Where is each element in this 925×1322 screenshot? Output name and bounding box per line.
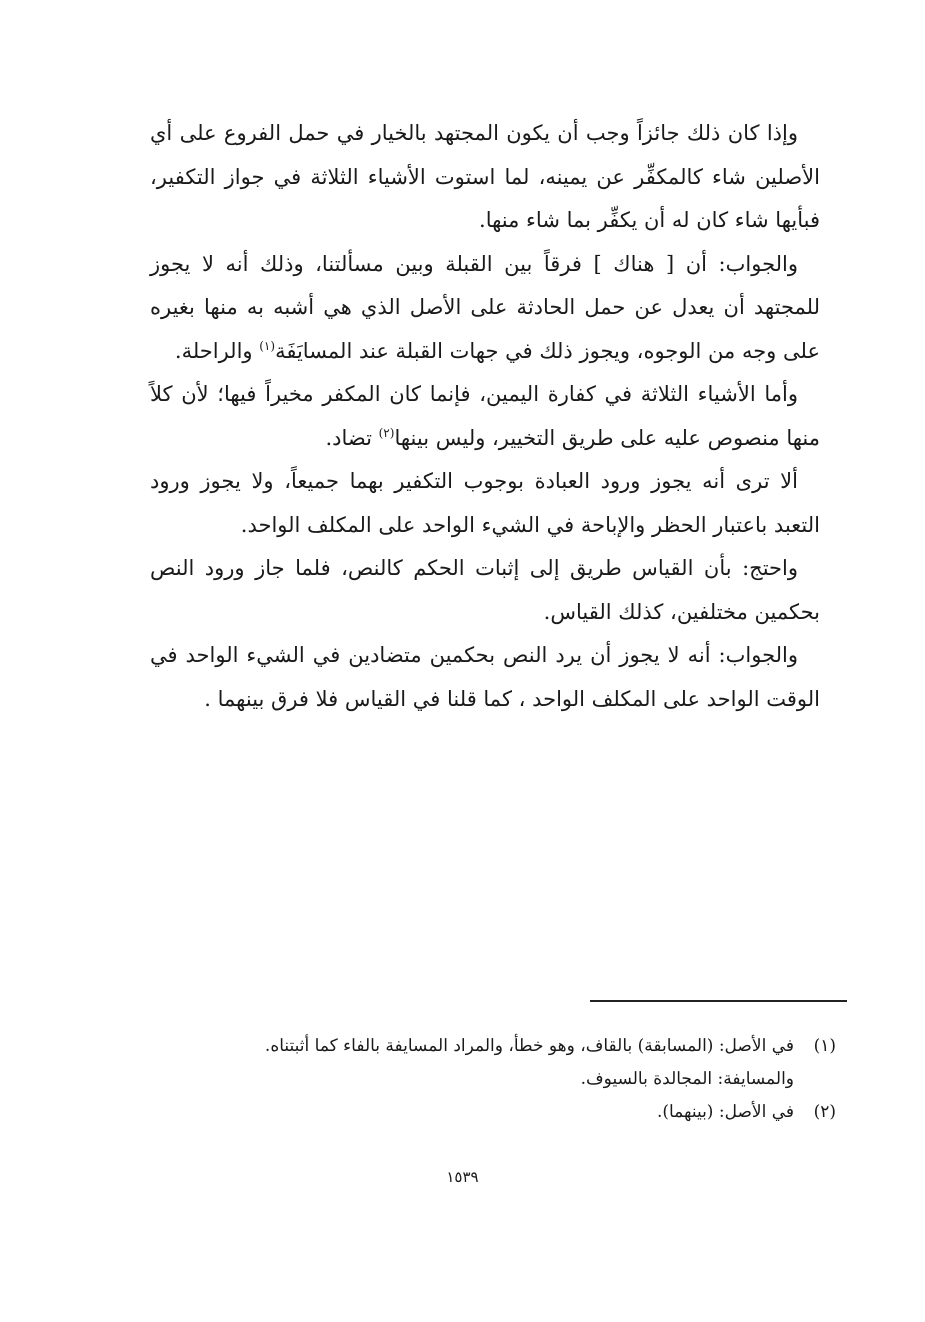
main-text-body <box>150 112 820 721</box>
paragraph-1-text: وإذا كان ذلك جائزاً وجب أن يكون المجتهد بالخيار في حمل الفروع على أي الأصلين شاء كالمكفِّر عن يمينه، لما استوت الأشياء الثلاثة في جواز التكفير، فبأيها شاء كان له أن يكفِّر بما شاء منها. <box>150 121 820 232</box>
paragraph-3-text-before: وأما الأشياء الثلاثة في كفارة اليمين، فإنما كان المكفر مخيراً فيها؛ لأن كلاً منها منصوص عليه على طريق التخيير، وليس بينها <box>150 382 820 450</box>
footnote-1-body <box>150 1030 794 1096</box>
paragraph-4 <box>150 460 820 547</box>
paragraph-6-text: والجواب: أنه لا يجوز أن يرد النص بحكمين متضادين في الشيء الواحد في الوقت الواحد على المكلف الواحد ، كما قلنا في القياس فلا فرق بينهما . <box>150 643 820 711</box>
footnote-2-body <box>150 1096 794 1129</box>
footnote-1-line-2: والمسايفة: المجالدة بالسيوف. <box>580 1069 794 1089</box>
page-number: ١٥٣٩ <box>446 1168 479 1186</box>
footnote-2-number: (٢) <box>813 1102 836 1122</box>
paragraph-4-text: ألا ترى أنه يجوز ورود العبادة بوجوب التكفير بهما جميعاً، ولا يجوز ورود التعبد باعتبار الحظر والإباحة في الشيء الواحد على المكلف الواحد. <box>150 469 820 537</box>
paragraph-3-text-after: تضاد. <box>325 425 379 450</box>
paragraph-2 <box>150 243 820 374</box>
paragraph-2-text-after: والراحلة. <box>174 338 260 363</box>
footnotes-section <box>150 1030 836 1129</box>
footnote-divider <box>590 1000 847 1002</box>
footnote-ref-2[interactable]: (٢) <box>378 425 395 440</box>
footnote-1-line-1: في الأصل: (المسابقة) بالقاف، وهو خطأ، والمراد المسايفة بالفاء كما أثبتناه. <box>264 1036 794 1056</box>
paragraph-5-text: واحتج: بأن القياس طريق إلى إثبات الحكم كالنص، فلما جاز ورود النص بحكمين مختلفين، كذلك القياس. <box>150 556 820 624</box>
paragraph-6 <box>150 634 820 721</box>
paragraph-2-text-before: والجواب: أن [ هناك ] فرقاً بين القبلة وبين مسألتنا، وذلك أنه لا يجوز للمجتهد أن يعدل عن حمل الحادثة على الأصل الذي هي أشبه به منها بغيره على وجه من الوجوه، ويجوز ذلك في جهات القبلة عند المسايَفَة <box>150 251 820 363</box>
paragraph-1 <box>150 112 820 243</box>
paragraph-3 <box>150 373 820 460</box>
paragraph-5 <box>150 547 820 634</box>
footnote-2-line-1: في الأصل: (بينهما). <box>656 1102 794 1122</box>
footnote-ref-1[interactable]: (١) <box>259 338 276 353</box>
footnote-2 <box>150 1096 836 1129</box>
footnote-1 <box>150 1030 836 1096</box>
footnote-1-number: (١) <box>813 1036 836 1056</box>
